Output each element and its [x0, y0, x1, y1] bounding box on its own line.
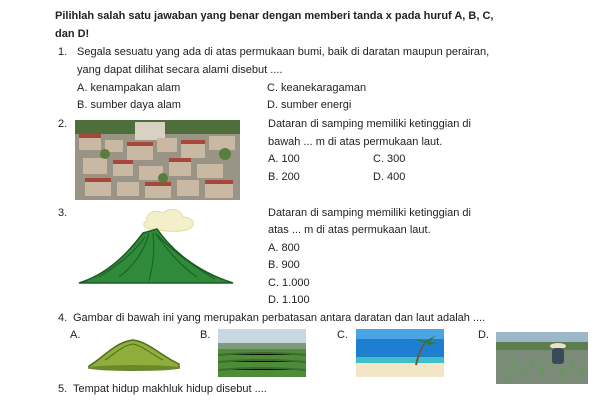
- question-1-option-d[interactable]: D. sumber energi: [267, 99, 352, 111]
- question-3-number: 3.: [58, 207, 68, 219]
- question-1-option-a[interactable]: A. kenampakan alam: [77, 82, 181, 94]
- volcano-illustration: [75, 205, 240, 295]
- question-1-option-c[interactable]: C. keanekaragaman: [267, 82, 367, 94]
- rice-field-photo: [496, 332, 588, 384]
- question-5-text: Tempat hidup makhluk hidup disebut ....: [73, 383, 267, 395]
- tea-field-photo: [218, 329, 306, 377]
- question-3-option-c[interactable]: C. 1.000: [268, 277, 310, 289]
- question-5-number: 5.: [58, 383, 68, 395]
- question-4-option-d[interactable]: D.: [478, 329, 489, 341]
- question-2-option-a[interactable]: A. 100: [268, 153, 300, 165]
- hill-illustration: [85, 332, 183, 372]
- question-1-text-line-1: Segala sesuatu yang ada di atas permukaan bumi, baik di daratan maupun perairan,: [77, 46, 490, 58]
- question-3-text-line-1: Dataran di samping memiliki ketinggian di: [268, 207, 471, 219]
- question-2-option-d[interactable]: D. 400: [373, 171, 406, 183]
- question-2-text-line-2: bawah ... m di atas permukaan laut.: [268, 136, 443, 148]
- question-1-option-b[interactable]: B. sumber daya alam: [77, 99, 181, 111]
- question-2-option-b[interactable]: B. 200: [268, 171, 300, 183]
- question-2-number: 2.: [58, 118, 68, 130]
- question-4-option-b[interactable]: B.: [200, 329, 211, 341]
- question-3-option-b[interactable]: B. 900: [268, 259, 300, 271]
- instruction-line-1: Pilihlah salah satu jawaban yang benar dengan memberi tanda x pada huruf A, B, C,: [55, 10, 494, 22]
- question-3-option-d[interactable]: D. 1.100: [268, 294, 310, 306]
- question-3-option-a[interactable]: A. 800: [268, 242, 300, 254]
- question-2-text-line-1: Dataran di samping memiliki ketinggian di: [268, 118, 471, 130]
- question-4-option-a[interactable]: A.: [70, 329, 81, 341]
- question-4-text: Gambar di bawah ini yang merupakan perbatasan antara daratan dan laut adalah ....: [73, 312, 486, 324]
- question-1-text-line-2: yang dapat dilihat secara alami disebut ....: [77, 64, 283, 76]
- question-2-option-c[interactable]: C. 300: [373, 153, 406, 165]
- town-houses-photo: [75, 120, 240, 200]
- question-1-number: 1.: [58, 46, 68, 58]
- question-4-number: 4.: [58, 312, 68, 324]
- question-4-option-c[interactable]: C.: [337, 329, 348, 341]
- instruction-line-2: dan D!: [55, 28, 90, 40]
- beach-photo: [356, 329, 444, 377]
- question-3-text-line-2: atas ... m di atas permukaan laut.: [268, 224, 431, 236]
